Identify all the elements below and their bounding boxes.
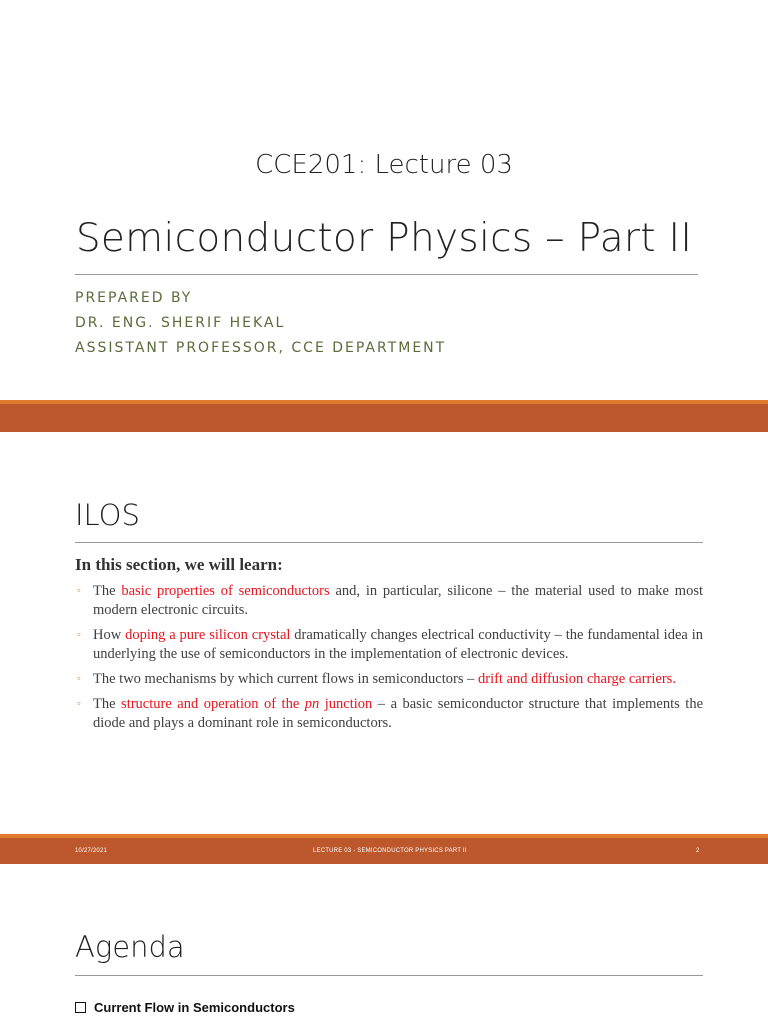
highlight-text: structure and operation of the — [121, 696, 305, 712]
bullet-text: The — [93, 696, 122, 712]
author-block — [75, 286, 446, 361]
section-title: ILOS — [75, 498, 140, 532]
highlight-text: basic properties of semiconductors — [121, 583, 330, 599]
bullet-text: and, in particular, silicone – the material used to make most modern electronic circuits. — [93, 583, 704, 618]
footer-page-number: 2 — [696, 848, 700, 854]
slide-title: Semiconductor Physics – Part II — [75, 216, 693, 261]
bullet-text: How — [93, 627, 126, 643]
bullet-icon: ◦ — [77, 629, 81, 641]
footer-date: 10/27/2021 — [75, 848, 108, 854]
list-item — [75, 670, 703, 689]
highlight-text: doping a pure silicon crystal — [125, 627, 291, 643]
bullet-icon: ◦ — [77, 698, 81, 710]
prepared-by-label: PREPARED BY — [75, 290, 193, 306]
bullet-icon: ◦ — [77, 673, 81, 685]
highlight-text: junction — [319, 696, 373, 712]
title-divider — [75, 274, 698, 275]
intro-text: In this section, we will learn: — [75, 555, 283, 574]
section-divider — [75, 975, 703, 976]
checkbox-bullet-icon — [75, 1002, 86, 1013]
bullet-text: The two mechanisms by which current flows in semiconductors – — [93, 671, 478, 687]
section-divider — [75, 542, 703, 543]
separator-accent-line — [0, 400, 768, 404]
title-slide — [0, 0, 768, 400]
section-title: Agenda — [75, 930, 185, 964]
slide-separator — [0, 400, 768, 432]
list-item — [75, 582, 703, 620]
agenda-item-label: Current Flow in Semiconductors — [94, 1000, 295, 1015]
bullet-text: – a basic semiconductor structure that implements the diode and plays a dominant role in semiconductors. — [93, 696, 704, 731]
ilos-slide — [0, 432, 768, 834]
bullet-text: dramatically changes electrical conductivity – the fundamental idea in underlying the use of semiconductors in the implementation of electronic devices. — [93, 627, 703, 662]
highlight-text: drift and diffusion charge carriers. — [477, 671, 676, 687]
agenda-slide — [0, 864, 768, 1024]
highlight-italic-text: pn — [304, 696, 320, 712]
list-item — [75, 695, 703, 733]
agenda-item — [75, 1000, 295, 1015]
bullet-text: The — [93, 583, 122, 599]
list-item — [75, 626, 703, 664]
slide-footer — [0, 834, 768, 864]
footer-title: LECTURE 03 - SEMICONDUCTOR PHYSICS PART II — [313, 848, 467, 854]
ilos-list — [75, 582, 703, 739]
bullet-icon: ◦ — [77, 585, 81, 597]
footer-accent-line — [0, 834, 768, 838]
author-role: ASSISTANT PROFESSOR, CCE DEPARTMENT — [75, 340, 447, 356]
lecture-number: CCE201: Lecture 03 — [255, 150, 513, 180]
author-name: DR. ENG. SHERIF HEKAL — [75, 315, 286, 331]
